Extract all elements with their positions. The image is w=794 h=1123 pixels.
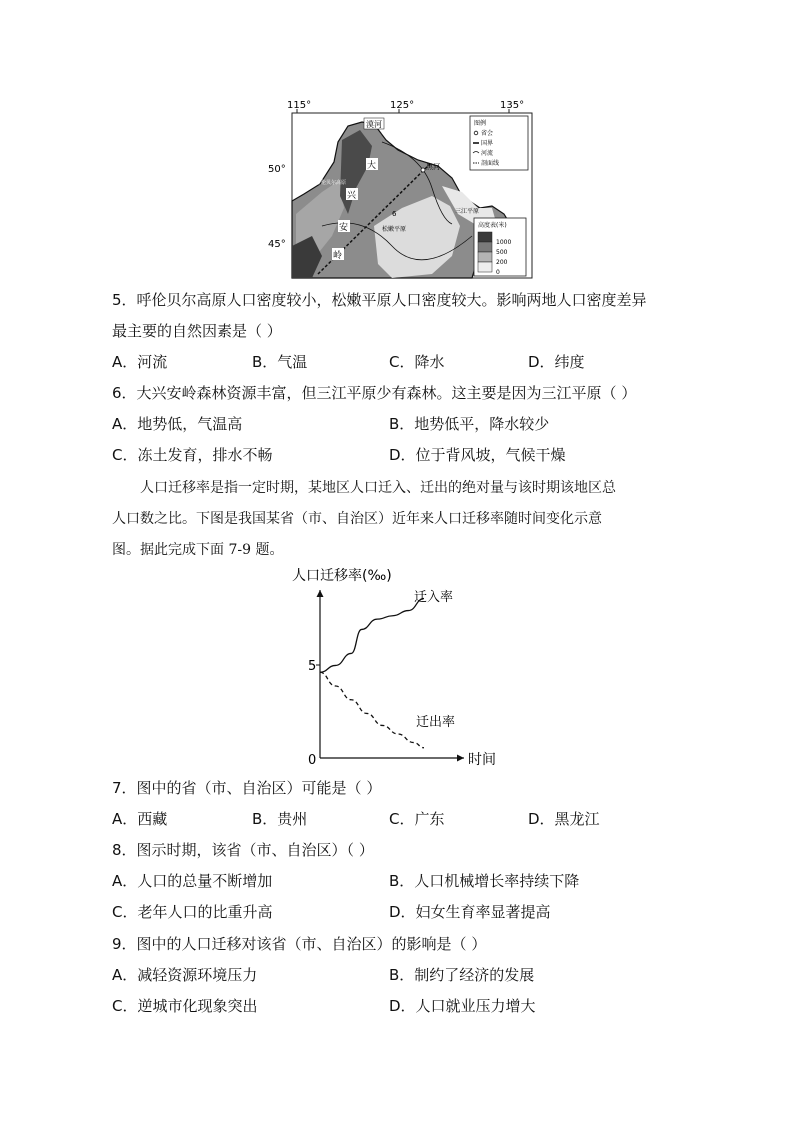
place-ling: 岭: [333, 251, 343, 261]
elevation-legend-title: 高度表(米): [478, 222, 507, 229]
legend-item-border: 国界: [481, 140, 494, 147]
place-sanjiang: 三江平原: [455, 208, 480, 215]
immigration-rate-line: [320, 599, 424, 673]
q7-option-b: B．贵州: [252, 810, 308, 828]
lat-label-45: 45°: [268, 239, 286, 250]
place-mohe: 漠河: [366, 120, 382, 129]
q7-option-a: A．西藏: [112, 810, 168, 828]
lon-label-115: 115°: [287, 100, 312, 111]
place-hulunbuir: 呼伦贝尔高原: [316, 180, 347, 186]
legend-item-capital: 省会: [481, 130, 494, 137]
q6-stem: 6．大兴安岭森林资源丰富，但三江平原少有森林。这主要是因为三江平原（ ）: [112, 384, 637, 402]
q9-option-c: C．逆城市化现象突出: [112, 997, 258, 1015]
elevation-value-200: 200: [496, 259, 508, 266]
y-tick-label-5: 5: [308, 659, 317, 674]
place-heihe: 黑河: [426, 163, 440, 171]
profile-line-label: 6: [392, 210, 397, 218]
lon-label-135: 135°: [500, 100, 525, 111]
y-tick-label-0: 0: [308, 753, 317, 768]
elevation-value-0: 0: [496, 269, 500, 276]
q9-option-a: A．减轻资源环境压力: [112, 966, 258, 984]
q8-option-c: C．老年人口的比重升高: [112, 903, 273, 921]
q6-option-b: B．地势低平，降水较少: [389, 415, 550, 433]
q8-option-a: A．人口的总量不断增加: [112, 872, 273, 890]
q8-option-d: D．妇女生育率显著提高: [389, 903, 551, 921]
q7-option-d: D．黑龙江: [528, 810, 600, 828]
q5-option-b: B．气温: [252, 353, 308, 371]
intro-line1: 人口迁移率是指一定时期，某地区人口迁入、迁出的绝对量与该时期该地区总: [140, 480, 616, 496]
northeast-china-terrain-map: [268, 96, 537, 280]
q9-option-b: B．制约了经济的发展: [389, 966, 535, 984]
lon-label-125: 125°: [390, 100, 415, 111]
emigration-rate-line: [320, 672, 424, 747]
x-axis-label: 时间: [468, 752, 496, 768]
place-xing: 兴: [347, 191, 357, 201]
q9-option-d: D．人口就业压力增大: [389, 997, 536, 1015]
q7-stem: 7．图中的省（市、自治区）可能是（ ）: [112, 779, 382, 797]
series-label-immigration: 迁入率: [414, 590, 454, 605]
legend-item-river: 河流: [481, 150, 494, 157]
q5-option-c: C．降水: [389, 353, 445, 371]
q5-stem-line1: 5．呼伦贝尔高原人口密度较小，松嫩平原人口密度较大。影响两地人口密度差异: [112, 291, 647, 309]
migration-rate-chart: [284, 566, 508, 774]
elevation-value-1000: 1000: [496, 239, 512, 246]
legend-item-profile: 剖面线: [481, 160, 500, 167]
q6-option-d: D．位于背风坡，气候干燥: [389, 446, 566, 464]
q8-stem: 8．图示时期，该省（市、自治区）（ ）: [112, 841, 374, 859]
series-label-emigration: 迁出率: [416, 715, 456, 730]
q8-option-b: B．人口机械增长率持续下降: [389, 872, 580, 890]
q5-option-a: A．河流: [112, 353, 168, 371]
intro-line3: 图。据此完成下面 7-9 题。: [112, 542, 284, 558]
q6-option-a: A．地势低，气温高: [112, 415, 243, 433]
q5-stem-line2: 最主要的自然因素是（ ）: [112, 322, 282, 340]
intro-line2: 人口数之比。下图是我国某省（市、自治区）近年来人口迁移率随时间变化示意: [112, 511, 602, 527]
q7-option-c: C．广东: [389, 810, 445, 828]
place-songnen: 松嫩平原: [382, 226, 407, 233]
q5-option-d: D．纬度: [528, 353, 585, 371]
q9-stem: 9．图中的人口迁移对该省（市、自治区）的影响是（ ）: [112, 935, 487, 953]
elevation-value-500: 500: [496, 249, 508, 256]
place-da: 大: [367, 161, 377, 171]
lat-label-50: 50°: [268, 164, 286, 175]
legend-title: 图例: [474, 120, 487, 127]
q6-option-c: C．冻土发育，排水不畅: [112, 446, 273, 464]
y-axis-label: 人口迁移率(‰): [292, 568, 392, 584]
place-an: 安: [339, 223, 349, 233]
